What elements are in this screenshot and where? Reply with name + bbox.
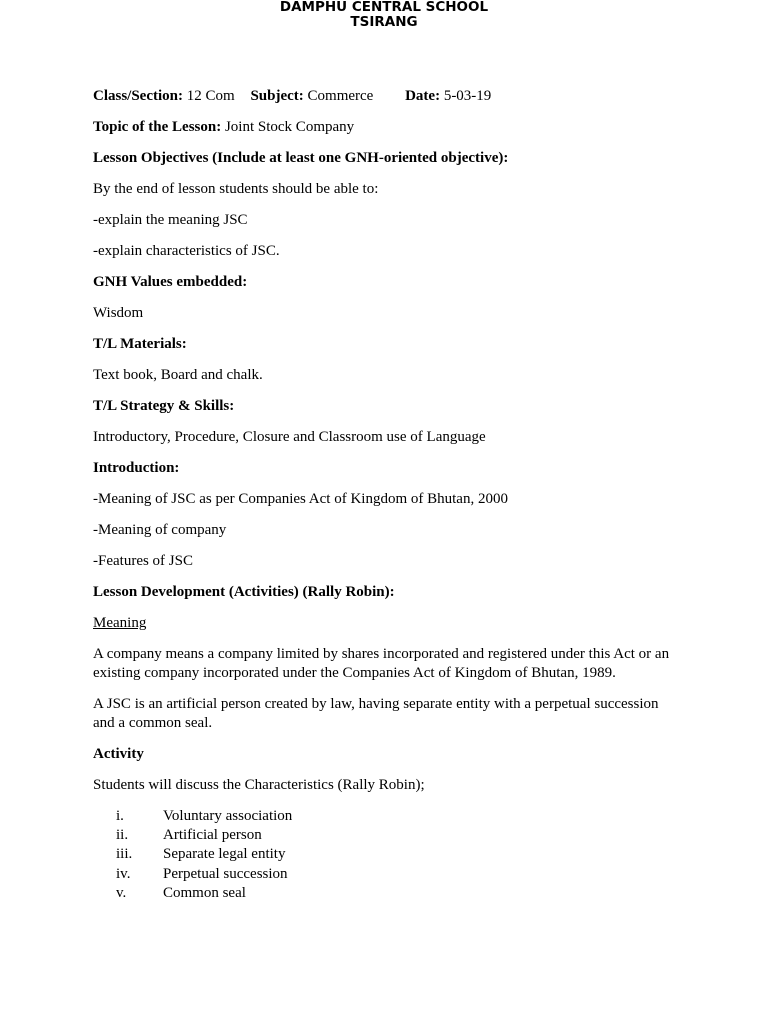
- objectives-intro: By the end of lesson students should be able to:: [93, 181, 379, 197]
- list-item-text: Common seal: [163, 884, 246, 901]
- strategy-value: Introductory, Procedure, Closure and Classroom use of Language: [93, 429, 486, 445]
- meaning-subheading: [93, 614, 683, 633]
- strategy-heading: [93, 397, 683, 416]
- class-value: 12 Com: [186, 88, 235, 104]
- activity-heading-text: Activity: [93, 746, 144, 762]
- gnh-heading: [93, 273, 683, 292]
- development-heading: [93, 583, 683, 602]
- objectives-heading: [93, 149, 683, 168]
- list-item: [93, 884, 683, 903]
- meaning-subheading-text: Meaning: [93, 615, 147, 631]
- list-item-number: iv.: [116, 865, 131, 882]
- list-item: [93, 807, 683, 826]
- objective-item: -explain characteristics of JSC.: [93, 243, 280, 259]
- topic-line: [93, 118, 683, 137]
- activity-intro: Students will discuss the Characteristics (Rally Robin);: [93, 777, 425, 793]
- objectives-heading-text: Lesson Objectives (Include at least one GNH-oriented objective):: [93, 150, 509, 166]
- list-item-number: iii.: [116, 846, 133, 863]
- document-header: [0, 0, 768, 30]
- introduction-item: -Features of JSC: [93, 553, 193, 569]
- subject-label: Subject:: [250, 88, 304, 104]
- meaning-paragraph-jsc: A JSC is an artificial person created by law, having separate entity with a perpetual succession and a common seal.: [93, 696, 659, 731]
- list-item-text: Voluntary association: [163, 808, 293, 824]
- list-item: [93, 826, 683, 845]
- materials-value: Text book, Board and chalk.: [93, 367, 263, 383]
- list-item-number: v.: [116, 884, 127, 901]
- lesson-plan-body: [93, 87, 683, 903]
- gnh-value: Wisdom: [93, 305, 144, 321]
- list-item-number: i.: [116, 808, 124, 824]
- list-item-text: Separate legal entity: [163, 846, 286, 863]
- activity-heading: [93, 745, 683, 764]
- topic-value: Joint Stock Company: [224, 119, 355, 135]
- date-value: 5-03-19: [443, 88, 492, 104]
- meaning-paragraph-company: A company means a company limited by shares incorporated and registered under this Act or an existing company incorporated under the Companies Act of Kingdom of Bhutan, 1989.: [93, 646, 670, 681]
- list-item-text: Perpetual succession: [163, 865, 288, 882]
- materials-heading-text: T/L Materials:: [93, 336, 187, 352]
- school-name: DAMPHU CENTRAL SCHOOL: [279, 0, 489, 15]
- list-item-number: ii.: [116, 827, 129, 844]
- introduction-item: -Meaning of JSC as per Companies Act of Kingdom of Bhutan, 2000: [93, 491, 508, 507]
- characteristics-list: [93, 807, 683, 903]
- subject-value: Commerce: [307, 88, 374, 104]
- materials-heading: [93, 335, 683, 354]
- list-item-text: Artificial person: [163, 827, 262, 844]
- development-heading-text: Lesson Development (Activities) (Rally Robin):: [93, 584, 395, 600]
- school-location: TSIRANG: [350, 14, 418, 30]
- list-item: [93, 845, 683, 864]
- objective-item: -explain the meaning JSC: [93, 212, 248, 228]
- lesson-meta-line: [93, 87, 683, 106]
- strategy-heading-text: T/L Strategy & Skills:: [93, 398, 235, 414]
- introduction-heading: [93, 459, 683, 478]
- list-item: [93, 865, 683, 884]
- topic-label: Topic of the Lesson:: [93, 119, 222, 135]
- class-label: Class/Section:: [93, 88, 183, 104]
- date-label: Date:: [405, 88, 441, 104]
- gnh-heading-text: GNH Values embedded:: [93, 274, 248, 290]
- introduction-heading-text: Introduction:: [93, 460, 180, 476]
- introduction-item: -Meaning of company: [93, 522, 227, 538]
